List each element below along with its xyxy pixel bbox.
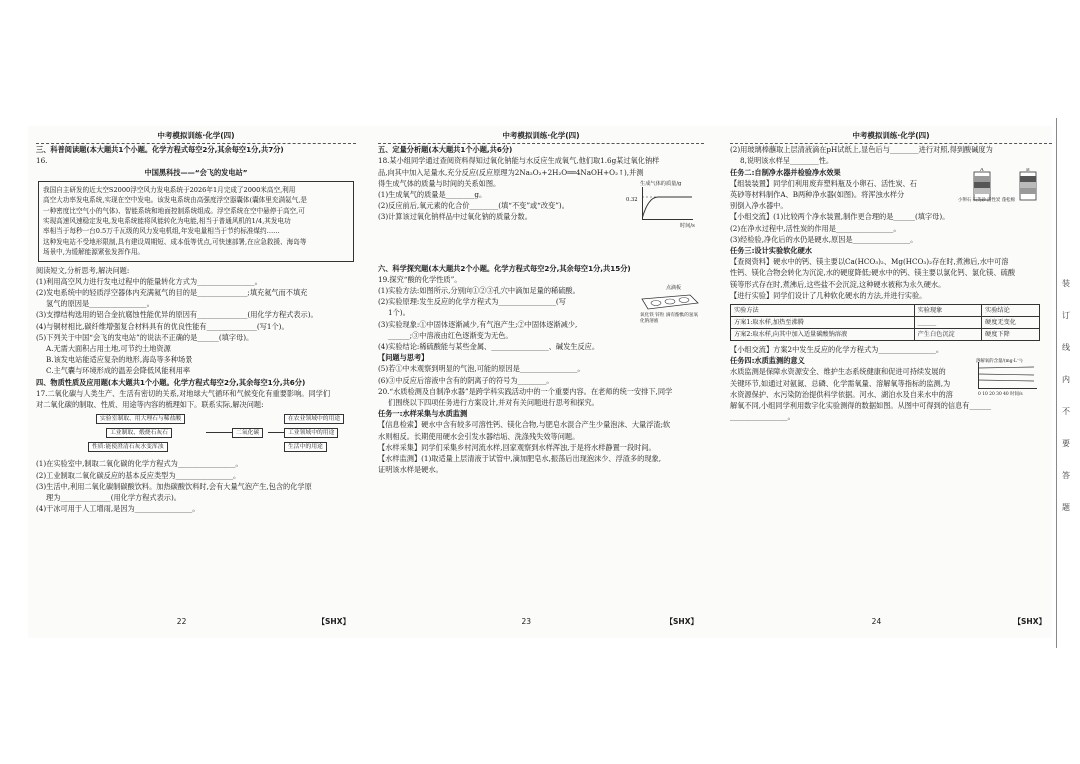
q16-item: (3)支撑结构选用的铝合金抗腐蚀性能优异的原因有______________(用化学方程式表示)。 (36, 310, 318, 320)
q18-line: 得生成气体的质量与时间的关系如图。 (378, 178, 501, 188)
section-3-title: 三、科普阅读题(本大题共1个小题。化学方程式每空2分,其余每空1分,共7分) (36, 145, 284, 155)
map-box-right2: 工业领域中的用途 (284, 428, 338, 438)
water-filter-figure (958, 168, 1052, 208)
table-cell: 方案2:取水样,向其中加入适量碳酸钠溶液 (731, 329, 915, 341)
q20-line: 们围绕以下四项任务进行方案设计,并对有关问题进行思考和探究。 (388, 398, 599, 408)
binding-char: 内 (1062, 375, 1070, 384)
table-cell: 产生白色沉淀 (914, 329, 981, 341)
read-prompt: 阅读短文,分析思考,解决问题: (36, 265, 130, 275)
binding-margin (1056, 118, 1079, 648)
table-header: 实验现象 (914, 305, 981, 317)
spot-plate-icon (640, 293, 700, 313)
section-5-title: 五、定量分析题(本大题共1个小题,共6分) (378, 145, 513, 155)
q17-item: (4)干冰可用于人工增雨,是因为________________。 (36, 504, 200, 514)
info-line: 【信息检索】硬水中含有较多可溶性钙、镁化合物,与肥皂水混合产生少量泡沫、大量浮渣;软 (378, 420, 671, 430)
text-line: 水资源保护、水污染防治提供科学依据。河水、湖泊水及自来水中的溶 (730, 389, 953, 399)
page-24 (730, 126, 1052, 638)
task1-title: 任务一:水样采集与水质监测 (378, 409, 468, 419)
svg-text:B: B (1026, 167, 1030, 173)
graph-x-label: 0 10 20 30 40 时间/s (978, 392, 1023, 398)
q17-item: (2)工业制取二氧化碳反应的基本反应类型为________________。 (36, 470, 241, 480)
q19-line: (2)实验原理:发生反应的化学方程式为________________(写 (378, 297, 566, 307)
text-line: 别倒入净水器中。 (730, 201, 788, 211)
q18-line: (1)生成氧气的质量是________g。 (378, 190, 487, 200)
q19-line: (3)实验现象:①中固体逐渐减少,有气泡产生;②中固体逐渐减少, (378, 319, 578, 329)
table-cell: 硬度无变化 (982, 317, 1040, 329)
q16-item: (2)发电系统中的轻质浮空器体内充满氦气的目的是______________;填充氦气而不填充 (36, 288, 308, 298)
passage-line: 一种密度比空气小的气体)、智能系统和地面控制系统组成。浮空系统在空中悬停于高空,可 (43, 206, 305, 215)
text-line: 8,说明该水样呈________性。 (740, 156, 834, 166)
q16-item: (5)下列关于中国“会飞的发电站”的说法不正确的是______(填字母)。 (36, 332, 254, 342)
map-box-left2: 工业制取、煅烧石灰石 (106, 428, 172, 438)
q18-line: (3)计算该过氧化钠样品中过氧化钠的质量分数。 (378, 212, 532, 222)
table-header: 实验方法 (731, 305, 915, 317)
problem-title: 【问题与思考】 (378, 353, 429, 363)
q19-line: 19.探究“酸的化学性质”。 (378, 274, 462, 284)
binding-char: 不 (1062, 407, 1070, 416)
map-box-center: 二氧化碳 (232, 428, 263, 438)
q16-item: (4)与铜材相比,碳纤维增强复合材料具有的优良性能有______________(写1个)。 (36, 321, 289, 331)
page-header: 中考模拟训练·化学(四) (378, 130, 704, 144)
svg-text:A: A (980, 167, 984, 173)
plate-label: 点滴板 (666, 285, 682, 292)
graph-x-label: 时间/s (680, 223, 695, 230)
text-line: 【查阅资料】硬水中的钙、镁主要以Ca(HCO₃)₂、Mg(HCO₃)₂存在时,煮沸后,水中可溶 (730, 257, 1009, 267)
edition-tag: 【SHX】 (665, 617, 698, 626)
text-line: 【小组交流】(1)比较两个净水装置,制作更合理的是______(填字母)。 (730, 212, 950, 222)
table-header-row (731, 305, 1040, 317)
text-line: 关键环节,如通过对氨氮、总磷、化学需氧量、溶解氧等指标的监测,为 (730, 378, 951, 388)
text-line: (2)用玻璃棒蘸取上层清液滴在pH试纸上,显色后与________进行对照,得到酸碱度为 (730, 145, 993, 155)
q16-option-a: A.无需大面积占用土地,可节约土地资源 (46, 344, 171, 354)
table-row (731, 329, 1040, 341)
text-line: 【小组交流】方案2中发生反应的化学方程式为________________。 (730, 345, 944, 355)
q18-line: 品,向其中加入足量水,充分反应(反应原理为2Na₂O₂+2H₂O══4NaOH+O₂↑),并测 (378, 167, 644, 177)
text-line: (3)经检验,净化后的水仍是硬水,原因是________________。 (730, 234, 918, 244)
edition-tag: 【SHX】 (1013, 617, 1046, 626)
passage-line: 这种发电站不受地形限制,具有建设周期短、成本低等优点,可快速部署,在应急救援、海岛等 (43, 237, 307, 246)
graph-y-label: 溶解氧的含量/(mg·L⁻¹) (976, 359, 1023, 365)
q17-item: 理为______________(用化学方程式表示)。 (46, 492, 181, 502)
section-6-title: 六、科学探究题(本大题共2个小题。化学方程式每空2分,其余每空1分,共15分) (378, 263, 631, 273)
q18-line: (2)反应前后,氧元素的化合价________(填“不变”或“改变”)。 (378, 201, 569, 211)
co2-mind-map (36, 412, 356, 456)
q19-line: 1个)。 (388, 308, 410, 318)
map-connector (206, 432, 232, 433)
text-line: ________________。 (730, 412, 795, 422)
binding-char: 题 (1062, 503, 1070, 512)
page-header: 中考模拟训练·化学(四) (730, 130, 1052, 144)
q17-item: (1)在实验室中,制取二氧化碳的化学方程式为________________。 (36, 459, 243, 469)
page-22 (36, 126, 356, 638)
q16-title: 中国黑科技——“会飞的发电站” (144, 167, 248, 177)
table-cell: 硬度下降 (982, 329, 1040, 341)
binding-char: 线 (1062, 343, 1070, 352)
page-number: 22 (176, 617, 187, 626)
q16-option-c: C.主气囊与环境形成的温差会降低风能利用率 (46, 366, 191, 376)
q20-line: 20.“水质检测及自制净水器”是跨学科实践活动中的一个重要内容。在老师的统一安排下,同学 (378, 386, 673, 396)
page-number: 24 (871, 617, 882, 626)
map-box-left3: 性质:能使澄清石灰水变浑浊 (88, 442, 168, 452)
table-cell: 方案1:取水样,加热至沸腾 (731, 317, 915, 329)
reading-passage (38, 181, 354, 262)
edition-tag: 【SHX】 (317, 617, 350, 626)
spot-plate-figure (640, 285, 700, 325)
section-4-title: 四、物质性质及应用题(本大题共1个小题。化学方程式每空2分,其余每空1分,共6分) (36, 377, 306, 387)
page-header: 中考模拟训练·化学(四) (36, 130, 356, 144)
task4-title: 任务四:水质监测的意义 (730, 356, 805, 366)
q19-line: (1)实验方法:如图所示,分别向①②③孔穴中滴加足量的稀硫酸。 (378, 286, 580, 296)
info-line: 【水样采集】同学们采集乡村河流水样,回家观察到水样浑浊,于是将水样静置一段时间。 (378, 442, 656, 452)
map-connector (268, 432, 284, 433)
page-footer (36, 616, 356, 630)
text-line: 镁等形式存在时,煮沸后,这些盐不会沉淀,这种硬水被称为永久硬水。 (730, 279, 946, 289)
filter-labels: 小卵石 石英砂 活性炭 蓬松棉 (958, 197, 1015, 203)
binding-char: 装 (1062, 279, 1070, 288)
graph-curve (642, 187, 692, 219)
q19-line: ______;③中溶液由红色逐渐变为无色。 (388, 330, 513, 340)
task3-title: 任务三:设计实验软化硬水 (730, 246, 812, 256)
page-number: 23 (521, 617, 531, 626)
page-footer (378, 616, 704, 630)
binding-char: 答 (1062, 471, 1070, 480)
q16-item: 氢气的原因是________________。 (46, 299, 154, 309)
table-cell: ______ (914, 317, 981, 329)
text-line: 水质监测是保障水资源安全、维护生态系统健康和促进可持续发展的 (730, 367, 946, 377)
passage-line: 率相当于每秒一台0.5万千瓦级的风力发电机组,年发电量相当于节约标准煤约…… (43, 227, 280, 236)
task2-title: 任务二:自制净水器并检验净水效果 (730, 167, 841, 177)
exam-sheet (28, 126, 1052, 638)
page-23 (378, 126, 704, 638)
graph-lines (978, 362, 1036, 388)
q16-option-b: B.该发电站能适应复杂的地形,海岛等多种场景 (46, 355, 193, 365)
map-box-right1: 在农业领域中的用途 (284, 414, 344, 424)
graph-y-label: 生成气体的质量/g (640, 181, 682, 188)
q16-number: 16. (36, 156, 48, 166)
text-line: 解氧不同,小组同学利用数字化实验测得的数据如图。从图中可得到的信息有______ (730, 401, 992, 411)
info-line: 【水样监测】(1)取适量上层清液于试管中,滴加肥皂水,振荡后出现泡沫少、浮渣多的现象, (378, 454, 661, 464)
q17-item: (3)生活中,利用二氧化碳制碳酸饮料。加热碳酸饮料时,会有大量气泡产生,包含的化学原 (36, 481, 312, 491)
text-line: 性钙、镁化合物会转化为沉淀,水的硬度降低;硬水中的钙、镁主要以氯化钙、氯化镁、硫酸 (730, 268, 1016, 278)
binding-char: 要 (1062, 439, 1070, 448)
info-line: 水则相反。长期使用硬水会引发水器结垢、洗涤残失效等问题。 (378, 431, 580, 441)
softening-table (730, 304, 1040, 341)
map-box-left1: 实验室制取、用大理石与稀盐酸 (96, 414, 185, 424)
q19-line: (6)③中反应后溶液中含有的阴离子的符号为________。 (378, 375, 554, 385)
oxygen-graph (970, 356, 1052, 402)
passage-line: 我国自主研发的近太空S2000浮空风力发电系统于2026年1月完成了2000米高空,利用 (43, 185, 296, 194)
q18-graph (626, 179, 700, 231)
graph-y-value: 0.32 (626, 197, 638, 204)
text-line: 【进行实验】同学们设计了几种软化硬水的方法,并进行实验。 (730, 290, 927, 300)
table-row (731, 317, 1040, 329)
q19-line: (4)实验结论:稀硫酸能与某些金属、________________、碱发生反应。 (378, 342, 600, 352)
q19-block (378, 285, 704, 352)
q19-line: (5)若①中未观察到明显的气泡,可能的原因是________________。 (378, 364, 585, 374)
page-footer (730, 616, 1052, 630)
text-line: (2)在净水过程中,活性炭的作用是________________。 (730, 223, 901, 233)
map-box-right3: 生活中的用途 (284, 442, 327, 452)
passage-line: 实现高速风速稳定发电,发电系统能将风能转化为电能,相当于普通风机的1/4,其发电功 (43, 217, 291, 226)
q17-intro: 对二氧化碳的制取、性质、用途等内容的梳理如下。联系实际,解决问题: (36, 400, 264, 410)
text-line: 英砂等材料制作A、B两种净水器(如图)。将浑浊水样分 (730, 190, 905, 200)
passage-line: 场景中,为缓解能源紧张发挥作用。 (43, 248, 145, 257)
q18-line: 18.某小组同学通过查阅资料得知过氧化钠能与水反应生成氧气,他们取1.6g某过氧化钠样 (378, 156, 660, 166)
info-line: 证明该水样是硬水。 (378, 465, 443, 475)
q17-intro: 17.二氧化碳与人类生产、生活有密切的关系,对地球大气循环和气候变化有重要影响。同学们 (36, 388, 331, 398)
text-line: 【组装装置】同学们利用废弃塑料瓶及小卵石、活性炭、石 (730, 178, 917, 188)
q16-item: (1)利用高空风力进行发电过程中的能量转化方式为________________。 (36, 276, 262, 286)
binding-char: 订 (1062, 311, 1070, 320)
plate-items: 氧化铁 锌粒 滴有酚酞的氢氧化钠溶液 (640, 313, 699, 325)
table-header: 实验结论 (982, 305, 1040, 317)
passage-line: 高空大功率发电系统,实现在空中发电。该发电系统由高强度浮空器囊体(囊体里充满氦气,是 (43, 196, 307, 205)
